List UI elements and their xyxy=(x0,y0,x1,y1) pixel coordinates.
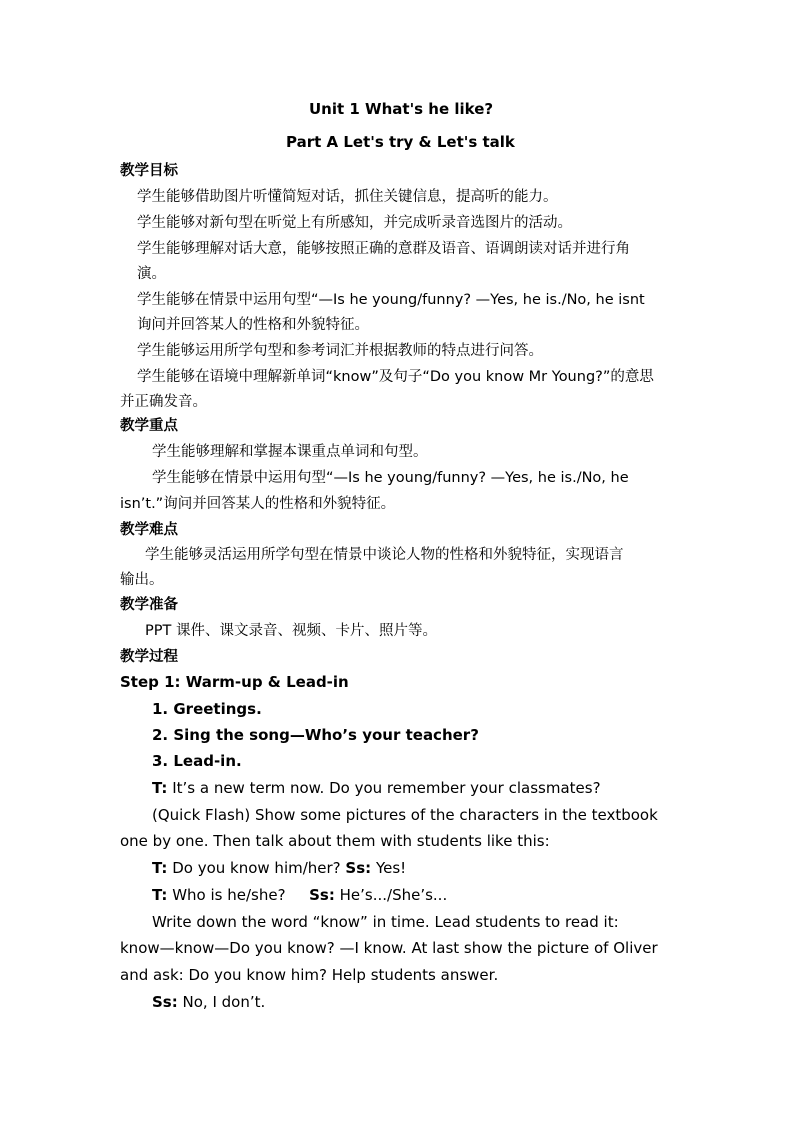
objective-item-continued: 并正确发音。 xyxy=(120,394,207,410)
difficulty-item-continued: 输出。 xyxy=(120,572,164,588)
objective-item: 学生能够运用所学句型和参考词汇并根据教师的特点进行问答。 xyxy=(137,343,543,359)
speaker-text: He’s.../She’s... xyxy=(339,886,448,904)
objective-item: 学生能够在情景中运用句型“—Is he young/funny? —Yes, he is./No, he isnt xyxy=(137,292,645,308)
objectives-heading: 教学目标 xyxy=(120,163,178,179)
preparation-item: PPT 课件、课文录音、视频、卡片、照片等。 xyxy=(145,623,437,639)
dialog-line xyxy=(152,858,406,878)
difficulty-item: 学生能够灵活运用所学句型在情景中谈论人物的性格和外貌特征，实现语言 xyxy=(145,547,624,563)
speaker-label: T: xyxy=(152,886,168,904)
speaker-label: Ss: xyxy=(152,993,178,1011)
objective-item-continued: 演。 xyxy=(137,266,166,282)
speaker-text: No, I don’t. xyxy=(182,993,266,1011)
objective-item: 学生能够借助图片听懂简短对话，抓住关键信息，提高听的能力。 xyxy=(137,189,558,205)
paragraph-line: one by one. Then talk about them with students like this: xyxy=(120,832,550,850)
dialog-line xyxy=(152,885,447,905)
speaker-text: Yes! xyxy=(375,859,407,877)
document-title: Unit 1 What's he like? xyxy=(309,100,494,118)
objective-item-continued: 询问并回答某人的性格和外貌特征。 xyxy=(137,317,369,333)
speaker-text: Who is he/she? xyxy=(172,886,286,904)
key-point-item: 学生能够理解和掌握本课重点单词和句型。 xyxy=(152,444,428,460)
objective-item: 学生能够理解对话大意，能够按照正确的意群及语音、语调朗读对话并进行角 xyxy=(137,241,630,257)
process-heading: 教学过程 xyxy=(120,649,178,665)
key-points-heading: 教学重点 xyxy=(120,418,178,434)
objective-item: 学生能够在语境中理解新单词“know”及句子“Do you know Mr Young?”的意思 xyxy=(137,369,654,385)
numbered-item: 3. Lead-in. xyxy=(152,752,242,770)
paragraph-line: know—know—Do you know? —I know. At last show the picture of Oliver xyxy=(120,939,658,957)
key-point-item: 学生能够在情景中运用句型“—Is he young/funny? —Yes, he is./No, he xyxy=(152,470,629,486)
speaker-label: T: xyxy=(152,779,168,797)
student-line xyxy=(152,992,265,1012)
paragraph-line: and ask: Do you know him? Help students answer. xyxy=(120,966,499,984)
objective-item: 学生能够对新句型在听觉上有所感知，并完成听录音选图片的活动。 xyxy=(137,215,572,231)
speaker-label: T: xyxy=(152,859,168,877)
paragraph-line: Write down the word “know” in time. Lead students to read it: xyxy=(152,913,619,931)
numbered-item: 1. Greetings. xyxy=(152,700,262,718)
teacher-line xyxy=(152,778,601,798)
speaker-text: Do you know him/her? xyxy=(172,859,341,877)
step-1-heading: Step 1: Warm-up & Lead-in xyxy=(120,673,349,691)
preparation-heading: 教学准备 xyxy=(120,597,178,613)
speaker-text: It’s a new term now. Do you remember your classmates? xyxy=(172,779,601,797)
numbered-item: 2. Sing the song—Who’s your teacher? xyxy=(152,726,479,744)
speaker-label: Ss: xyxy=(345,859,372,877)
difficulties-heading: 教学难点 xyxy=(120,522,178,538)
key-point-item-continued: isn’t.”询问并回答某人的性格和外貌特征。 xyxy=(120,496,396,512)
speaker-label: Ss: xyxy=(309,886,335,904)
document-subtitle: Part A Let's try & Let's talk xyxy=(286,133,515,151)
paragraph-line: (Quick Flash) Show some pictures of the characters in the textbook xyxy=(152,806,658,824)
